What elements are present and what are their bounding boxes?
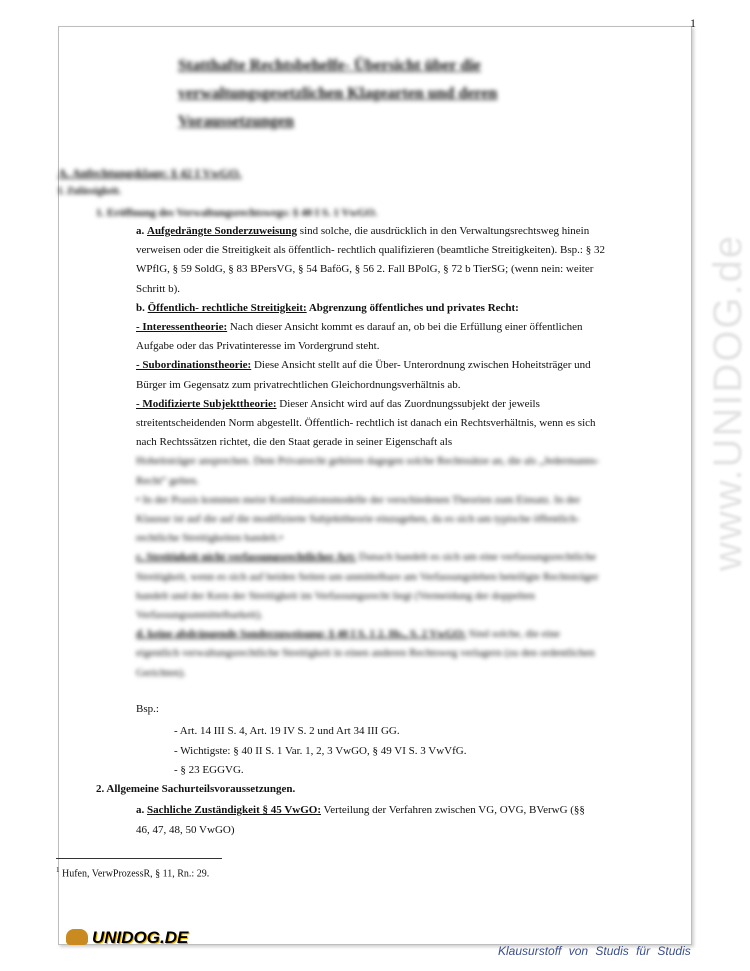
item-label: a.	[136, 225, 145, 237]
footnote	[56, 866, 209, 879]
footnote-text: Hufen, VerwProzessR, § 11, Rn.: 29.	[59, 868, 210, 880]
list-item: - Art. 14 III S. 4, Art. 19 IV S. 2 und Art 34 III GG.	[174, 725, 400, 737]
heading-zulaessigkeit: I. Zulässigkeit.	[58, 186, 122, 197]
item-label: a.	[136, 804, 145, 816]
blurred-paragraph: • In der Praxis kommen meist Kombinationsmodelle der verschiedenen Theorien zum Einsatz. In der Klausur ist auf die auf die modifizierte Subjekttheorie einzugehen, da es sich um typische öffentlich- rechtliche Streitigkeiten handelt.•	[136, 493, 581, 545]
blurred-paragraph	[136, 625, 606, 683]
paragraph-subordinationstheorie	[136, 356, 606, 394]
paragraph-text: Diese Ansicht stellt auf die Über- Unterordnung zwischen Hoheitsträger und Bürger im Gegensatz zum privatrechtlichen Gleichordnungsverhältnis ab.	[136, 359, 591, 391]
paragraph-text: sind solche, die ausdrücklich in den Verwaltungsrechtsweg hinein verweisen oder die Streitigkeit als öffentlich- rechtlich qualifizieren (beamtliche Streitigkeiten). Bsp.: § 32 WPflG, § 59 SoldG, § 83 BPersVG, § 54 BaföG, § 56 2. Fall BPolG, § 72 b TierSG; (wenn nein: weiter Schritt b).	[136, 225, 605, 295]
blurred-paragraph	[136, 548, 606, 625]
document-title: Statthafte Rechtsbehelfe- Übersicht über die verwaltungsgesetzlichen Klagearten und deren Voraussetzungen	[178, 57, 498, 130]
list-item: - § 23 EGGVG.	[174, 764, 244, 776]
term-sonderzuweisung: Aufgedrängte Sonderzuweisung	[147, 225, 298, 237]
footnote-marker: 1	[56, 866, 60, 874]
paragraph-sonderzuweisung	[136, 222, 606, 299]
unidog-logo	[66, 928, 188, 948]
heading-rechtsweg: 1. Eröffnung des Verwaltungsrechtswegs: § 40 I S. 1 VwGO.	[96, 207, 378, 219]
watermark: www.UNIDOG.de	[706, 233, 750, 572]
dog-icon	[66, 929, 88, 945]
heading-sachurteilsvoraussetzungen: 2. Allgemeine Sachurteilsvoraussetzungen.	[96, 783, 296, 795]
paragraph-interessentheorie	[136, 318, 606, 356]
paragraph-zustaendigkeit	[136, 801, 596, 840]
term-zustaendigkeit: Sachliche Zuständigkeit § 45 VwGO:	[147, 804, 321, 816]
term-interessentheorie: - Interessentheorie:	[136, 321, 228, 334]
page-number: 1	[690, 16, 696, 30]
paragraph-text: Sind solche, die eine eigentlich verwaltungsrechtliche Streitigkeit in einen anderen Rechtsweg verlagern (zu den ordentlichen Gerichten).	[136, 628, 595, 679]
term-subordinationstheorie: - Subordinationstheorie:	[136, 359, 252, 372]
blurred-paragraph: Hoheitsträger ansprechen. Dem Privatrecht gehören dagegen solche Rechtssätze an, die als „Jedermanns- Recht“ gelten.	[136, 455, 600, 487]
paragraph-subtitle: Abgrenzung öffentliches und privates Recht:	[306, 301, 519, 314]
paragraph-text: Verteilung der Verfahren zwischen VG, OVG, BVerwG (§§ 46, 47, 48, 50 VwGO)	[136, 804, 585, 836]
term-oeffentlich-rechtlich: Öffentlich- rechtliche Streitigkeit:	[147, 301, 307, 314]
item-label: b.	[136, 301, 145, 314]
paragraph-subjekttheorie	[136, 395, 606, 453]
logo-text: UNIDOG.DE	[92, 928, 189, 947]
example-label: Bsp.:	[136, 703, 159, 715]
paragraph-oeffentlich-rechtlich	[136, 299, 606, 318]
list-item: - Wichtigste: § 40 II S. 1 Var. 1, 2, 3 VwGO, § 49 VI S. 3 VwVfG.	[174, 744, 467, 757]
heading-section-a: A. Anfechtungsklage: § 42 I VwGO.	[58, 166, 242, 180]
term-subjekttheorie: - Modifizierte Subjekttheorie:	[136, 397, 277, 410]
footer-slogan: Klausurstoff von Studis für Studis	[498, 944, 691, 958]
example-list	[174, 722, 466, 781]
blurred-term: d. keine abdrängende Sonderzuweisung: § 40 I S. 1 2. Hs., S. 2 VwGO:	[136, 628, 467, 641]
main-body	[136, 222, 606, 683]
paragraph-text: Danach handelt es sich um eine verfassungsrechtliche Streitigkeit, wenn es sich auf beiden Seiten um unmittelbare am Verfassungsleben beteiligte Rechtsträger handelt und der Kern der Streitigkeit im Verfassungsrecht liegt (Vermeidung der doppelten Verfassungsunmittelbarkeit).	[136, 551, 599, 622]
paragraph-text: Dieser Ansicht wird auf das Zuordnungssubjekt der jeweils streitentscheidenden Norm abgestellt. Öffentlich- rechtlich ist danach ein Rechtsverhältnis, wenn es sich nach Rechtssätzen richtet, die den Staat gerade in seiner Eigenschaft als	[136, 397, 596, 449]
footnote-divider	[56, 858, 222, 859]
blurred-term: c. Streitigkeit nicht verfassungsrechtlicher Art:	[136, 551, 357, 564]
paragraph-text: Nach dieser Ansicht kommt es darauf an, ob bei die Erfüllung einer öffentlichen Aufgabe oder das Privatinteresse im Vordergrund steht.	[136, 321, 583, 353]
